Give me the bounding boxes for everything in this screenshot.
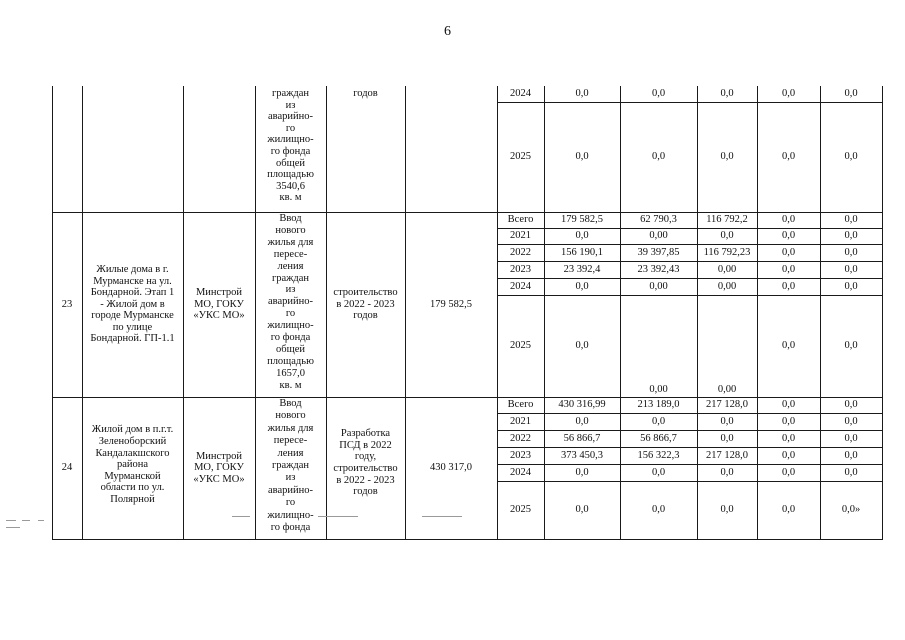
purpose-cell-line: нового [275,410,306,422]
row-rule [497,447,883,448]
value-cell: 217 128,0 [706,399,748,410]
value-cell: 23 392,43 [637,263,680,275]
value-cell: 0,0 [651,466,666,478]
period-cell-line: ПСД в 2022 [339,439,392,451]
purpose-cell-line: жилищно- [267,134,314,146]
period-cell-line: годов [353,88,378,99]
value-cell: 0,0 [844,415,858,427]
period-cell-line: Разработка [340,428,391,440]
year-cell: 2025 [510,340,531,351]
object-cell-line: Мурманской [104,470,161,482]
value-cell: 0,0 [781,246,796,258]
purpose-cell [256,398,325,539]
value-cell: 0,0 [781,263,796,275]
value-cell: 0,0 [781,214,796,225]
purpose-cell-line: 3540,6 [276,180,305,192]
value-cell: 0,0 [781,230,796,241]
row-rule [497,413,883,414]
row-rule [497,295,883,296]
purpose-cell-line: граждан [271,272,310,284]
customer-cell-line: Минстрой [195,287,243,299]
value-cell: 0,0 [575,504,589,515]
row-rule [497,464,883,465]
scan-artifact [6,520,16,521]
value-cell: 0,0 [781,449,796,461]
purpose-cell-line: го [285,122,296,134]
period-cell-line: году, [354,451,377,463]
value-cell: 213 189,0 [637,399,680,410]
object-cell-line: Бондарной. Этап 1 [90,287,175,299]
value-cell: 0,0 [720,230,734,241]
object-cell-line: Жилые дома в г. [96,263,169,275]
value-cell: 0,0 [844,466,858,478]
purpose-cell-line: аварийно- [268,111,313,123]
value-cell: 0,0 [844,230,858,241]
purpose-cell-line: жилья для [267,422,314,434]
value-cell: 0,0 [844,263,858,275]
purpose-cell-line: из [285,99,296,111]
value-cell: 0,0 [781,151,796,162]
value-cell: 0,0 [651,415,666,427]
row-rule [497,430,883,431]
year-cell: Всего [507,399,534,410]
value-cell: 0,0 [781,399,796,410]
value-cell: 0,0 [720,466,734,478]
period-cell-line: строительство [333,287,398,299]
year-cell: 2021 [510,230,531,241]
purpose-cell-line: жилья для [267,236,314,248]
object-cell-line: Мурманске на ул. [93,275,172,287]
year-cell: 2025 [510,151,531,162]
period-cell-line: годов [353,310,378,322]
value-cell: 56 866,7 [640,432,677,444]
value-cell: 116 792,2 [706,214,748,225]
object-cell-line: области по ул. [100,482,165,494]
object-cell-line: Бондарной. ГП-1.1 [90,333,175,345]
value-cell: 0,0 [720,415,734,427]
value-cell: 0,0 [844,88,858,99]
object-cell-line: Кандалакшского [95,447,170,459]
purpose-cell [256,213,325,397]
object-cell-line: городе Мурманске [91,310,174,322]
purpose-cell-line: граждан [271,460,310,472]
object-cell [83,417,182,513]
row-rule [497,228,883,229]
row-rule [497,102,883,103]
customer-cell-line: «УКС МО» [193,310,245,322]
object-cell-line: района [116,459,149,471]
value-cell: 0,0 [651,504,666,515]
budget-table [52,86,882,539]
value-cell: 0,00 [717,263,737,275]
purpose-cell-line: Ввод [279,398,302,409]
row-number: 24 [61,462,73,474]
value-cell: 0,0 [575,88,589,99]
year-cell: 2025 [510,504,531,515]
year-cell: 2021 [510,415,531,427]
total-cell: 179 582,5 [430,298,472,310]
object-cell [83,212,182,397]
value-cell: 0,0 [781,280,796,292]
purpose-cell-line: кв. м [279,379,302,391]
row-rule [52,539,883,540]
value-cell: 0,0 [575,340,589,351]
value-cell: 217 128,0 [706,449,748,461]
value-cell: 0,0 [575,466,589,478]
value-cell: 0,00 [649,280,668,292]
purpose-cell-line: пересе- [273,435,308,447]
value-cell: 0,0 [844,432,858,444]
purpose-cell-line: го [285,308,296,320]
value-cell: 0,0 [844,449,858,461]
year-cell: 2022 [510,246,531,258]
value-cell: 373 450,3 [561,449,603,461]
purpose-cell-line: го фонда [270,145,311,157]
purpose-cell-line: из [285,284,296,296]
object-cell-line: - Жилой дом в [100,298,165,310]
value-cell: 0,00 [717,384,737,395]
year-cell: 2024 [510,88,531,99]
purpose-cell-line: Ввод [279,213,302,224]
value-cell: 62 790,3 [640,214,677,225]
value-cell: 0,0 [720,88,734,99]
scan-artifact [232,516,250,517]
purpose-cell-line: 1657,0 [276,367,305,379]
row-rule [497,278,883,279]
purpose-cell-line: общей [276,157,305,169]
purpose-cell-line: площадью [267,355,314,367]
row-rule [497,244,883,245]
scan-artifact [38,520,44,521]
period-cell [327,212,404,397]
customer-cell [184,212,254,397]
period-cell-line: годов [353,486,378,498]
object-cell-line: Полярной [110,493,155,505]
value-cell: 179 582,5 [561,214,603,225]
scan-artifact [22,520,30,521]
scan-artifact [318,516,358,517]
period-cell-line: строительство [333,463,398,474]
value-cell: 0,0 [651,88,666,99]
customer-cell-line: МО, ГОКУ [194,462,244,474]
value-cell: 0,0 [720,432,734,444]
value-cell: 0,0 [781,88,796,99]
customer-cell-line: Минстрой [195,450,243,462]
value-cell: 0,0 [651,151,666,162]
column-rule [882,86,883,540]
purpose-cell-line: го [285,497,296,509]
purpose-cell-line: ления [277,447,304,459]
customer-cell-line: «УКС МО» [193,473,245,485]
value-cell: 0,0 [720,151,734,162]
purpose-cell-line: аварийно- [268,484,313,496]
object-cell-line: Зеленоборский [98,436,167,448]
scan-artifact [422,516,462,517]
value-cell: 23 392,4 [563,263,601,275]
value-cell: 0,0 [844,246,858,258]
value-cell: 116 792,23 [703,246,751,258]
period-cell-line: в 2022 - 2023 [336,298,395,310]
purpose-cell-line: из [285,472,296,484]
purpose-cell-line: аварийно- [268,296,313,308]
customer-cell [184,397,254,539]
value-cell: 0,0 [575,230,589,241]
value-cell: 0,0 [781,415,796,427]
total-cell: 430 317,0 [430,462,472,474]
row-number: 23 [61,298,73,310]
value-cell: 0,0 [844,214,858,225]
value-cell: 0,0 [844,151,858,162]
object-cell-line: по улице [112,321,153,333]
year-cell: 2023 [510,263,531,275]
purpose-cell-line: нового [275,224,306,236]
purpose-cell-line: жилищно- [267,509,314,521]
purpose-cell-line: площадью [267,169,314,181]
value-cell: 0,0 [844,280,858,292]
year-cell: 2023 [510,449,531,461]
value-cell: 0,00 [649,384,668,395]
purpose-cell-line: го фонда [270,332,311,344]
purpose-cell-line: общей [276,343,305,355]
year-cell: 2024 [510,466,531,478]
value-cell: 0,0 [844,340,858,351]
value-cell: 0,0 [575,280,589,292]
purpose-cell-line: го фонда [270,522,311,534]
value-cell: 0,0 [575,415,589,427]
purpose-cell-line: жилищно- [267,320,314,332]
period-cell [327,88,404,212]
row-rule [497,481,883,482]
value-cell: 0,0 [781,432,796,444]
year-cell: Всего [507,214,534,225]
value-cell: 0,00 [717,280,737,292]
value-cell: 156 190,1 [561,246,603,258]
purpose-cell-line: ления [277,260,304,272]
value-cell: 0,0» [841,504,861,515]
purpose-cell-line: кв. м [279,192,302,204]
scan-artifact [6,527,20,528]
purpose-cell-line: граждан [271,88,310,99]
value-cell: 0,0 [781,504,796,515]
value-cell: 39 397,85 [637,246,680,258]
year-cell: 2024 [510,280,531,292]
value-cell: 56 866,7 [563,432,601,444]
value-cell: 0,0 [781,466,796,478]
customer-cell-line: МО, ГОКУ [194,298,244,310]
period-cell [327,423,404,503]
value-cell: 0,00 [649,230,668,241]
value-cell: 0,0 [575,151,589,162]
page-number: 6 [444,24,451,39]
value-cell: 0,0 [720,504,734,515]
value-cell: 0,0 [844,399,858,410]
period-cell-line: в 2022 - 2023 [336,474,395,486]
value-cell: 430 316,99 [558,399,606,410]
purpose-cell-line: пересе- [273,248,308,260]
object-cell-line: Жилой дом в п.г.т. [91,424,174,436]
purpose-cell [256,88,325,212]
year-cell: 2022 [510,432,531,444]
value-cell: 0,0 [781,340,796,351]
row-rule [497,261,883,262]
value-cell: 156 322,3 [637,449,680,461]
